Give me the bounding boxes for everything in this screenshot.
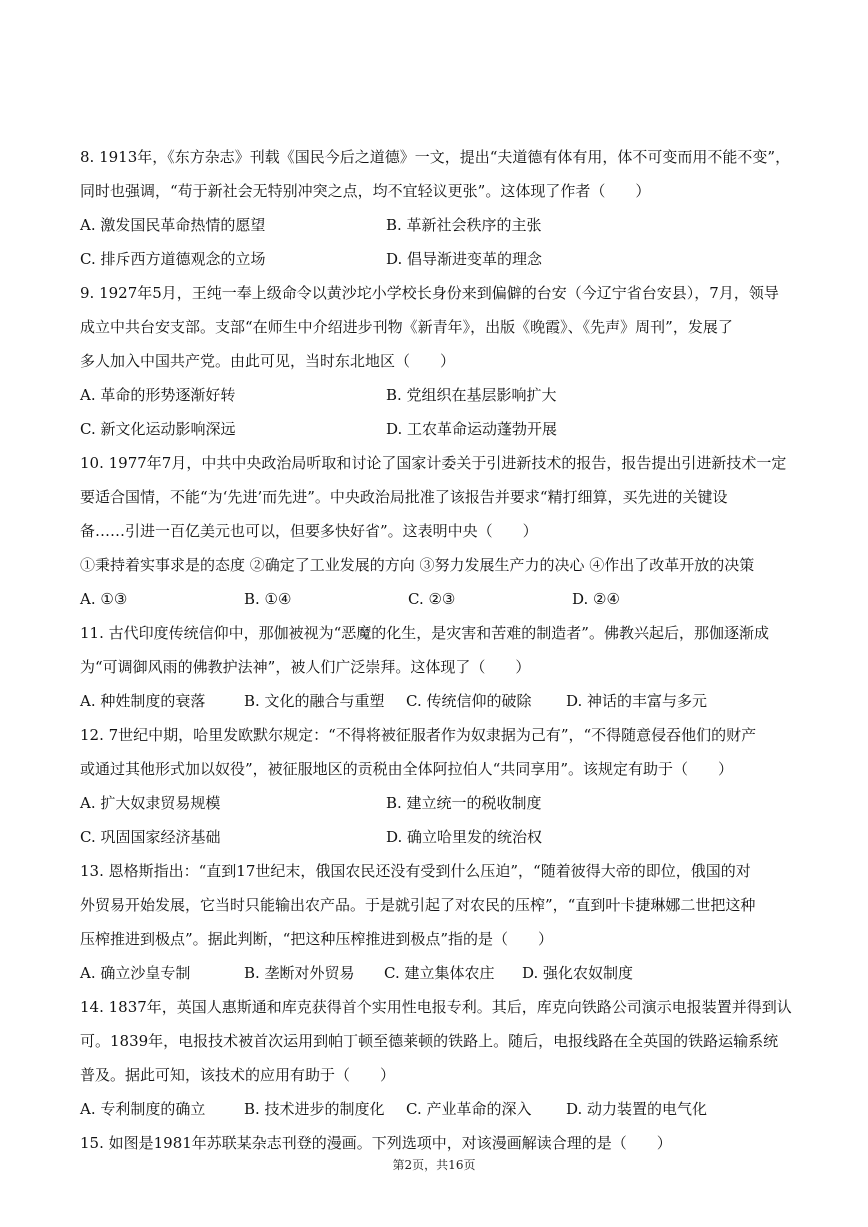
question-stem-line: 要适合国情，不能“为‘先进’而先进”。中央政治局批准了该报告并要求“精打细算，买先进的关键设 <box>80 488 728 506</box>
options-row <box>80 684 792 718</box>
question-8 <box>80 140 792 276</box>
option-c: C. ②③ <box>408 590 456 608</box>
question-stem-line: 外贸易开始发展，它当时只能输出农产品。于是就引起了对农民的压榨”，“直到叶卡捷琳娜二世把这种 <box>80 896 756 914</box>
options-row <box>80 820 792 854</box>
option-b: B. 建立统一的税收制度 <box>386 794 542 812</box>
question-11 <box>80 616 792 718</box>
option-a: A. 专利制度的确立 <box>80 1100 206 1118</box>
option-d: D. 神话的丰富与多元 <box>566 692 708 710</box>
options-row <box>80 412 792 446</box>
question-stem-line: 压榨推进到极点”。据此判断，“把这种压榨推进到极点”指的是（ ） <box>80 930 554 948</box>
option-a: A. 种姓制度的衰落 <box>80 692 206 710</box>
question-stem-line: 15. 如图是1981年苏联某杂志刊登的漫画。下列选项中，对该漫画解读合理的是（ ） <box>80 1134 672 1152</box>
option-a: A. 扩大奴隶贸易规模 <box>80 794 221 812</box>
question-stem-line: 为“可调御风雨的佛教护法神”，被人们广泛崇拜。这体现了（ ） <box>80 658 531 676</box>
options-row <box>80 786 792 820</box>
option-b: B. 文化的融合与重塑 <box>244 692 385 710</box>
option-d: D. 动力装置的电气化 <box>566 1100 708 1118</box>
option-b: B. 革新社会秩序的主张 <box>386 216 542 234</box>
question-stem-line: 8. 1913年，《东方杂志》刊载《国民今后之道德》一文，提出“夫道德有体有用，体不可变而用不能不变”， <box>80 148 791 166</box>
option-b: B. 技术进步的制度化 <box>244 1100 385 1118</box>
option-c: C. 建立集体农庄 <box>384 964 495 982</box>
option-a: A. 激发国民革命热情的愿望 <box>80 216 266 234</box>
options-row <box>80 208 792 242</box>
option-c: C. 传统信仰的破除 <box>406 692 532 710</box>
options-row <box>80 956 792 990</box>
statement-list: ①秉持着实事求是的态度 ②确定了工业发展的方向 ③努力发展生产力的决心 ④作出了改革开放的决策 <box>80 556 755 574</box>
question-15 <box>80 1126 792 1160</box>
option-a: A. ①③ <box>80 590 128 608</box>
option-a: A. 革命的形势逐渐好转 <box>80 386 236 404</box>
option-d: D. 倡导渐进变革的理念 <box>386 250 543 268</box>
option-c: C. 新文化运动影响深远 <box>80 420 236 438</box>
page-number-footer: 第2页，共16页 <box>392 1158 476 1172</box>
option-c: C. 排斥西方道德观念的立场 <box>80 250 266 268</box>
option-b: B. 垄断对外贸易 <box>244 964 355 982</box>
options-row <box>80 582 792 616</box>
question-stem-line: 11. 古代印度传统信仰中，那伽被视为“恶魔的化生，是灾害和苦难的制造者”。佛教兴起后，那伽逐渐成 <box>80 624 769 642</box>
option-d: D. 强化农奴制度 <box>522 964 634 982</box>
question-stem-line: 普及。据此可知，该技术的应用有助于（ ） <box>80 1066 396 1084</box>
options-row <box>80 1092 792 1126</box>
option-c: C. 巩固国家经济基础 <box>80 828 221 846</box>
question-stem-line: 13. 恩格斯指出：“直到17世纪末，俄国农民还没有受到什么压迫”，“随着彼得大帝的即位，俄国的对 <box>80 862 751 880</box>
question-stem-line: 多人加入中国共产党。由此可见，当时东北地区（ ） <box>80 352 456 370</box>
option-d: D. 工农革命运动蓬勃开展 <box>386 420 558 438</box>
question-stem-line: 14. 1837年，英国人惠斯通和库克获得首个实用性电报专利。其后，库克向铁路公司演示电报装置并得到认 <box>80 998 792 1016</box>
question-stem-line: 或通过其他形式加以奴役”，被征服地区的贡税由全体阿拉伯人“共同享用”。该规定有助于（ ） <box>80 760 734 778</box>
options-row <box>80 378 792 412</box>
question-stem-line: 10. 1977年7月，中共中央政治局听取和讨论了国家计委关于引进新技术的报告，报告提出引进新技术一定 <box>80 454 787 472</box>
option-d: D. 确立哈里发的统治权 <box>386 828 543 846</box>
question-stem-line: 12. 7世纪中期，哈里发欧默尔规定：“不得将被征服者作为奴隶据为己有”，“不得随意侵吞他们的财产 <box>80 726 757 744</box>
question-12 <box>80 718 792 854</box>
option-b: B. ①④ <box>244 590 292 608</box>
option-b: B. 党组织在基层影响扩大 <box>386 386 557 404</box>
question-14 <box>80 990 792 1126</box>
question-stem-line: 成立中共台安支部。支部“在师生中介绍进步刊物《新青年》，出版《晚霞》、《先声》周刊”，发展了 <box>80 318 733 336</box>
option-a: A. 确立沙皇专制 <box>80 964 191 982</box>
option-c: C. 产业革命的深入 <box>406 1100 532 1118</box>
question-stem-line: 9. 1927年5月，王纯一奉上级命令以黄沙坨小学校长身份来到偏僻的台安（今辽宁省台安县），7月，领导 <box>80 284 779 302</box>
question-9 <box>80 276 792 446</box>
question-stem-line: 备……引进一百亿美元也可以，但要多快好省”。这表明中央（ ） <box>80 522 538 540</box>
question-stem-line: 可。1839年，电报技术被首次运用到帕丁顿至德莱顿的铁路上。随后，电报线路在全英国的铁路运输系统 <box>80 1032 779 1050</box>
question-10 <box>80 446 792 616</box>
question-stem-line: 同时也强调，“苟于新社会无特别冲突之点，均不宜轻议更张”。这体现了作者（ ） <box>80 182 651 200</box>
option-d: D. ②④ <box>572 590 620 608</box>
question-13 <box>80 854 792 990</box>
question-list <box>80 140 792 1160</box>
options-row <box>80 242 792 276</box>
